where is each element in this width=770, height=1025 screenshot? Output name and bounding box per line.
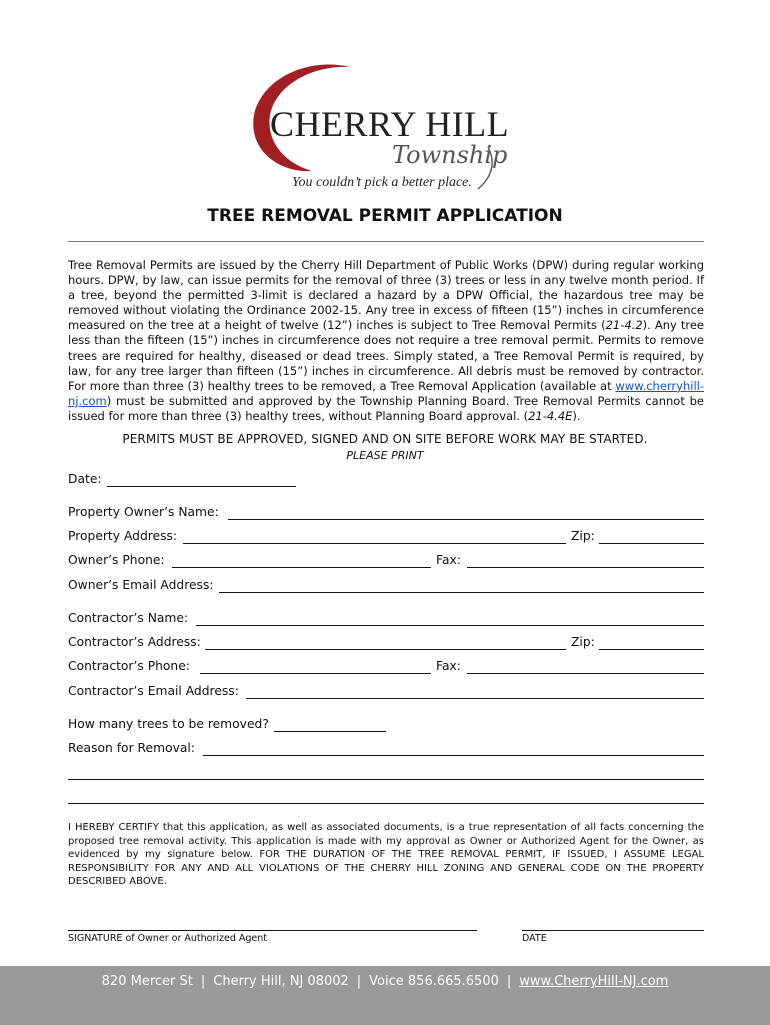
owner-phone-label: Owner’s Phone: xyxy=(68,553,165,567)
reason-field[interactable] xyxy=(203,755,704,756)
signature-field[interactable] xyxy=(68,930,477,931)
property-zip-label: Zip: xyxy=(571,529,595,543)
date-label: Date: xyxy=(68,472,102,486)
signature-date-label: DATE xyxy=(522,933,547,944)
footer-address: 820 Mercer St xyxy=(101,974,193,989)
contractor-email-field[interactable] xyxy=(246,698,704,699)
owner-name-label: Property Owner’s Name: xyxy=(68,505,219,519)
certification-text: I HEREBY CERTIFY that this application, as well as associated documents, is a true representation of all facts concerning the proposed tree removal activity. This application is made with my approval as Owner or Authorized Agent for the Owner, as evidenced by my signature below. FOR THE DURATION OF THE TREE REMOVAL PERMIT, IF ISSUED, I ASSUME LEGAL RESPONSIBILITY FOR ANY AND ALL VIOLATIONS OF THE CHERRY HILL ZONING AND GENERAL CODE ON THE PROPERTY DESCRIBED ABOVE. xyxy=(68,822,704,888)
property-zip-field[interactable] xyxy=(599,543,704,544)
contractor-address-field[interactable] xyxy=(205,649,566,650)
owner-phone-field[interactable] xyxy=(172,567,431,568)
contractor-zip-label: Zip: xyxy=(571,635,595,649)
contractor-name-label: Contractor’s Name: xyxy=(68,611,189,625)
footer-city: Cherry Hill, NJ 08002 xyxy=(213,974,349,989)
owner-email-field[interactable] xyxy=(219,592,704,593)
contractor-phone-label: Contractor’s Phone: xyxy=(68,659,190,673)
property-address-field[interactable] xyxy=(183,543,566,544)
footer-separator: | xyxy=(356,974,362,989)
tree-count-label: How many trees to be removed? xyxy=(68,717,269,731)
owner-fax-field[interactable] xyxy=(467,567,704,568)
page-title: TREE REMOVAL PERMIT APPLICATION xyxy=(207,206,563,226)
owner-email-label: Owner’s Email Address: xyxy=(68,578,214,592)
footer-separator: | xyxy=(200,974,206,989)
permits-notice: PERMITS MUST BE APPROVED, SIGNED AND ON SITE BEFORE WORK MAY BE STARTED. xyxy=(122,432,648,446)
contractor-address-label: Contractor’s Address: xyxy=(68,635,201,649)
intro-text-4: ). xyxy=(572,408,581,423)
footer-phone: Voice 856.665.6500 xyxy=(369,974,499,989)
title-divider xyxy=(68,241,704,242)
contractor-fax-field[interactable] xyxy=(467,673,704,674)
contractor-name-field[interactable] xyxy=(196,625,704,626)
signature-label: SIGNATURE of Owner or Authorized Agent xyxy=(68,933,268,944)
reason-field-line-3[interactable] xyxy=(68,803,704,804)
signature-date-field[interactable] xyxy=(522,930,704,931)
please-print: PLEASE PRINT xyxy=(346,449,424,462)
intro-text-1: Tree Removal Permits are issued by the Cherry Hill Department of Public Works (DPW) during regular working hours. DPW, by law, can issue permits for the removal of three (3) trees or less in any twelve month period. If a tree, beyond the permitted 3-limit is declared a hazard by a DPW Official, the hazardous tree may be removed without violating the Ordinance 2002-15. Any tree in excess of fifteen (15”) inches in circumference measured on the tree at a height of twelve (12”) inches is subject to Tree Removal Permits ( xyxy=(68,258,704,333)
intro-ref-1: 21-4.2 xyxy=(605,318,643,333)
logo-brand: CHERRY HILL xyxy=(270,104,510,144)
reason-field-line-2[interactable] xyxy=(68,779,704,780)
contractor-fax-label: Fax: xyxy=(436,659,461,673)
tree-count-field[interactable] xyxy=(274,731,386,732)
contractor-zip-field[interactable] xyxy=(599,649,704,650)
logo-tagline: You couldn’t pick a better place. xyxy=(292,175,472,190)
contractor-phone-field[interactable] xyxy=(200,673,431,674)
owner-fax-label: Fax: xyxy=(436,553,461,567)
township-logo xyxy=(240,55,530,195)
footer-bar xyxy=(0,966,770,1025)
reason-label: Reason for Removal: xyxy=(68,741,195,755)
footer-separator: | xyxy=(506,974,512,989)
intro-text-3: ) must be submitted and approved by the Township Planning Board. Tree Removal Permits cannot be issued for more than three (3) healthy trees, without Planning Board approval. ( xyxy=(68,393,704,423)
date-field[interactable] xyxy=(107,486,296,487)
intro-ref-2: 21-4.4E xyxy=(528,408,573,423)
intro-paragraph xyxy=(68,258,704,424)
property-address-label: Property Address: xyxy=(68,529,178,543)
intro-text-2: ). Any tree less than the fifteen (15”) inches in circumference does not require a tree removal permit. Permits to remove trees are required for healthy, diseased or dead trees. Simply stated, a Tree Removal Permit is required, by law, for any tree larger than fifteen (15”) inches in circumference. All debris must be removed by contractor. For more than three (3) healthy trees to be removed, a Tree Removal Application (available at xyxy=(68,318,704,393)
website-link[interactable]: www.cherryhill-nj.com xyxy=(68,378,704,408)
contractor-email-label: Contractor’s Email Address: xyxy=(68,684,239,698)
owner-name-field[interactable] xyxy=(228,519,704,520)
footer-website-link[interactable]: www.CherryHill-NJ.com xyxy=(519,974,669,989)
logo-script: Township xyxy=(392,141,508,169)
